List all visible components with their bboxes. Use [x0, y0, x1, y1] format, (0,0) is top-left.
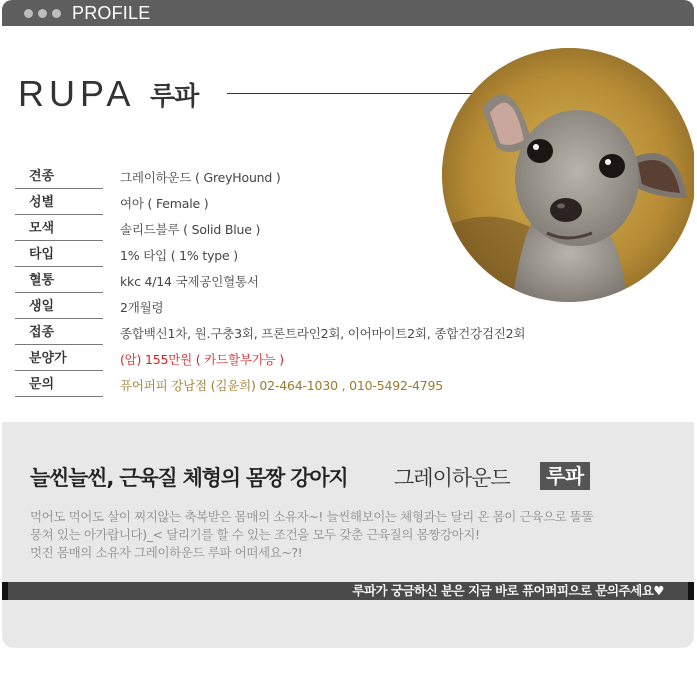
info-row-type: [15, 243, 575, 269]
feature-panel: [2, 422, 694, 648]
info-row-breed: [15, 165, 575, 191]
name-english: RUPA: [18, 73, 136, 114]
name-korean: 루파: [150, 82, 199, 112]
info-value: 종합백신1차, 원.구충3회, 프론트라인2회, 이어마이트2회, 종합건강검진2회: [120, 326, 526, 341]
dot-icon: [52, 9, 61, 18]
name-badge: 루파: [540, 462, 590, 490]
info-row-gender: [15, 191, 575, 217]
info-label: 견종: [15, 165, 103, 189]
info-label: 생일: [15, 295, 103, 319]
info-label: 분양가: [15, 347, 103, 371]
info-label: 접종: [15, 321, 103, 345]
info-value: 여아 ( Female ): [120, 196, 209, 211]
description-line: 멋진 몸매의 소유자 그레이하운드 루파 어떠세요~?!: [30, 545, 303, 560]
inquiry-banner-text[interactable]: 루파가 궁금하신 분은 지금 바로 퓨어퍼피으로 문의주세요♥: [352, 583, 664, 598]
info-label: 타입: [15, 243, 103, 267]
info-value: 2개월령: [120, 300, 164, 315]
info-label: 모색: [15, 217, 103, 241]
profile-card: [2, 0, 694, 648]
feature-breed: 그레이하운드: [394, 466, 510, 490]
info-label: 성별: [15, 191, 103, 215]
dot-icon: [38, 9, 47, 18]
feature-headline: 늘씬늘씬, 근육질 체형의 몸짱 강아지: [30, 466, 348, 490]
banner-edge-right: [688, 582, 694, 600]
title-divider: [227, 93, 482, 94]
info-value: 솔리드블루 ( Solid Blue ): [120, 222, 261, 237]
info-value: 그레이하운드 ( GreyHound ): [120, 170, 281, 185]
dot-icon: [24, 9, 33, 18]
info-value: kkc 4/14 국제공인혈통서: [120, 274, 259, 289]
info-table: [15, 165, 575, 399]
header-title: PROFILE: [72, 3, 151, 23]
info-label: 혈통: [15, 269, 103, 293]
info-row-contact: [15, 373, 575, 399]
price-value: (암) 155만원 ( 카드할부가능 ): [120, 352, 284, 367]
header-bar: [2, 0, 694, 26]
description-line: 뭉쳐 있는 아가랍니다)_< 달리기를 할 수 있는 조건을 모두 갖춘 근육질의 몸짱강아지!: [30, 527, 480, 542]
info-row-price: [15, 347, 575, 373]
profile-top: [2, 26, 694, 422]
banner-edge-left: [2, 582, 8, 600]
info-value: 1% 타입 ( 1% type ): [120, 248, 238, 263]
description-line: 먹어도 먹어도 살이 찌지않는 축복받은 몸매의 소유자~! 늘씬해보이는 체형과는 달리 온 몸이 근육으로 똘똘: [30, 509, 594, 524]
info-row-birth: [15, 295, 575, 321]
feature-description: [30, 508, 680, 562]
contact-value: 퓨어퍼피 강남점 (김윤희) 02-464-1030 , 010-5492-4795: [120, 378, 444, 393]
window-dots: [24, 9, 61, 18]
info-row-vaccination: [15, 321, 575, 347]
info-label: 문의: [15, 373, 103, 397]
info-row-color: [15, 217, 575, 243]
inquiry-banner[interactable]: [2, 582, 694, 600]
info-row-pedigree: [15, 269, 575, 295]
